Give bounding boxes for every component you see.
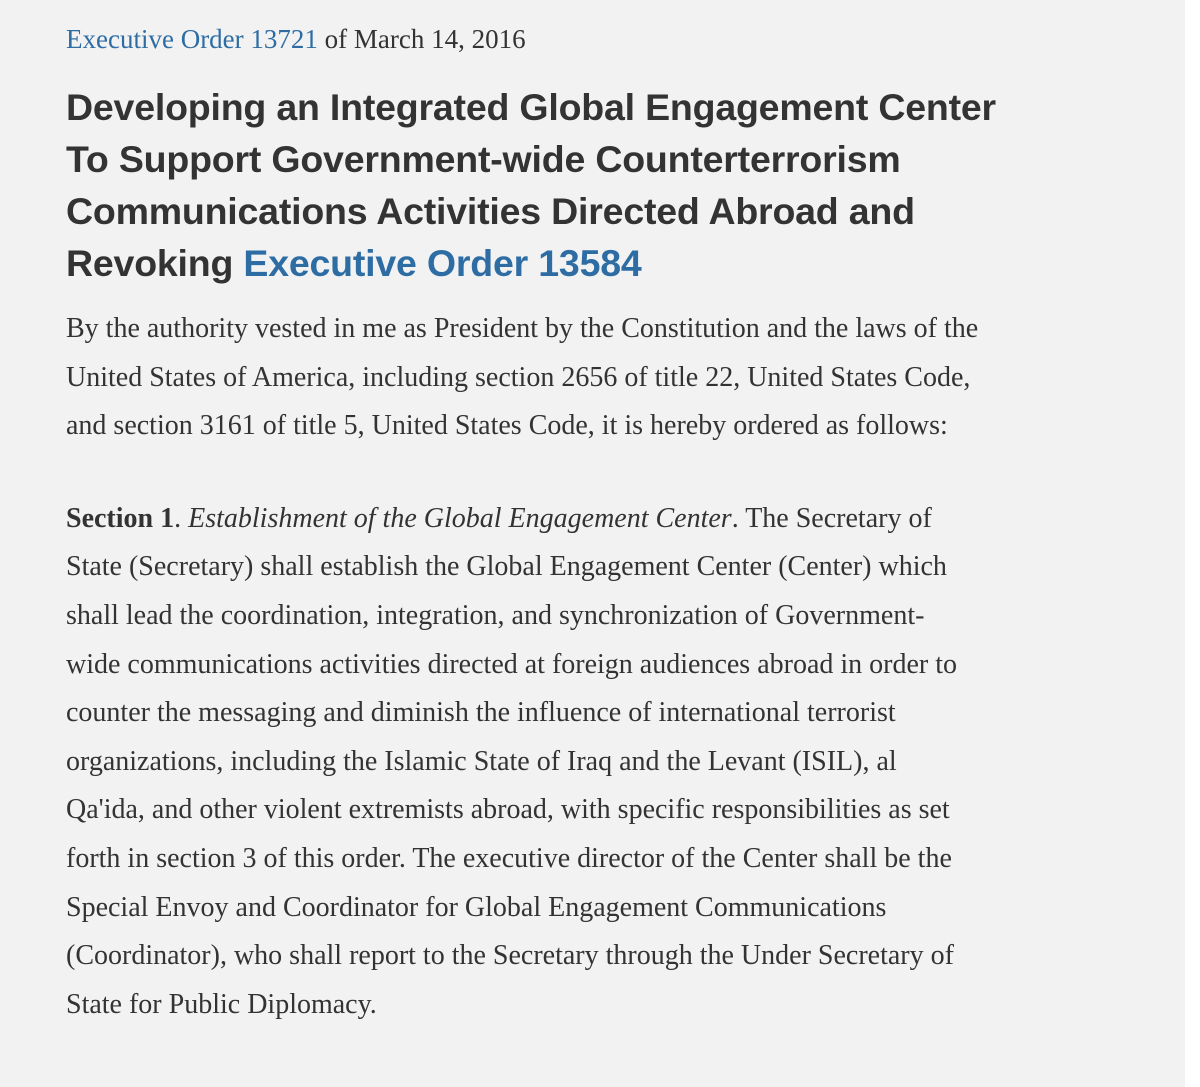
section-line: (Coordinator), who shall report to the Secretary through the Under Secretary of	[66, 940, 954, 972]
preamble-line: and section 3161 of title 5, United States Code, it is hereby ordered as follows:	[66, 410, 948, 442]
preamble-paragraph	[66, 305, 1125, 451]
title-line: Communications Activities Directed Abroad and	[66, 190, 915, 232]
preamble-line: United States of America, including section 2656 of title 22, United States Code,	[66, 361, 971, 393]
section-line: State for Public Diplomacy.	[66, 988, 377, 1020]
executive-order-13721-link[interactable]: Executive Order 13721	[66, 24, 318, 54]
order-title	[66, 81, 1125, 289]
section-line: State (Secretary) shall establish the Global Engagement Center (Center) which	[66, 551, 947, 583]
section-line: wide communications activities directed at foreign audiences abroad in order to	[66, 648, 958, 680]
order-citation	[66, 20, 1125, 58]
section-line: Qa'ida, and other violent extremists abroad, with specific responsibilities as set	[66, 794, 950, 826]
section-line: Special Envoy and Coordinator for Global Engagement Communications	[66, 891, 887, 923]
section-period: .	[174, 502, 189, 534]
order-date: of March 14, 2016	[317, 24, 526, 54]
preamble-line: By the authority vested in me as President by the Constitution and the laws of the	[66, 313, 979, 344]
section-line: counter the messaging and diminish the influence of international terrorist	[66, 697, 896, 729]
section-1-first-line	[66, 495, 1125, 544]
section-line: shall lead the coordination, integration, and synchronization of Government-	[66, 599, 925, 631]
section-heading: Establishment of the Global Engagement Center	[188, 502, 732, 534]
title-line: Developing an Integrated Global Engagement Center	[66, 86, 996, 128]
section-text: . The Secretary of	[731, 502, 932, 534]
section-number: Section 1	[66, 502, 175, 534]
section-1-paragraph	[66, 495, 1125, 1030]
executive-order-13584-link[interactable]: Executive Order 13584	[243, 242, 642, 284]
title-line: Revoking	[66, 242, 244, 284]
title-line: To Support Government-wide Counterterrorism	[66, 138, 901, 180]
section-line: organizations, including the Islamic State of Iraq and the Levant (ISIL), al	[66, 745, 897, 777]
title-line-revoking	[66, 237, 1125, 289]
section-line: forth in section 3 of this order. The executive director of the Center shall be the	[66, 842, 952, 874]
page-edge	[1185, 0, 1200, 1087]
